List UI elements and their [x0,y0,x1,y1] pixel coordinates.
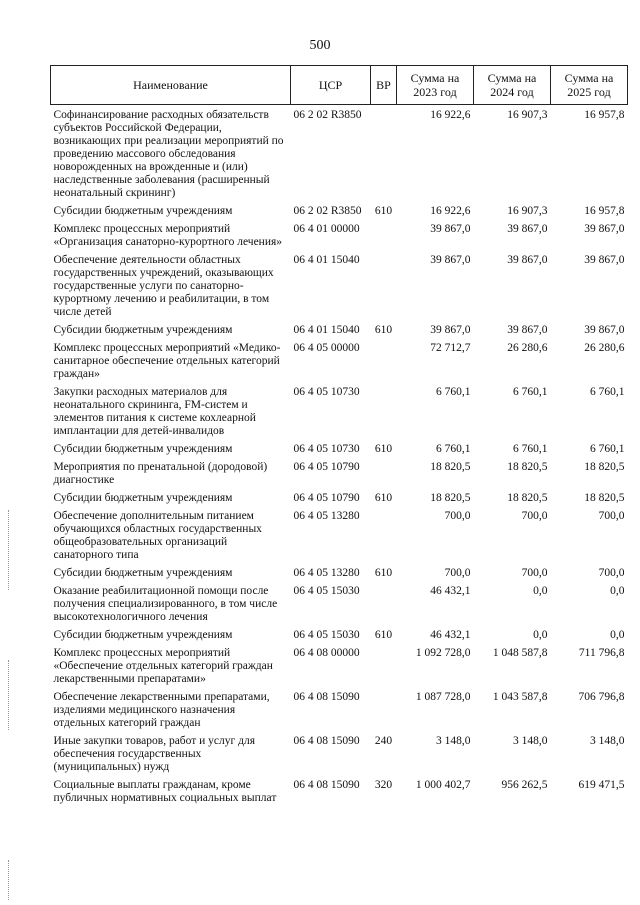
table-row [51,509,628,566]
row-vr: 610 [374,205,393,217]
margin-mark [8,660,10,730]
row-sum-2023: 72 712,7 [430,342,471,354]
row-sum-2025: 0,0 [610,629,625,641]
table-row [51,204,628,222]
row-csr: 06 4 05 15030 [293,629,360,641]
row-sum-2024: 956 262,5 [501,779,548,791]
table-row [51,253,628,323]
row-sum-2025: 700,0 [598,510,625,522]
row-sum-2025: 6 760,1 [590,386,625,398]
row-csr: 06 4 05 15030 [293,585,360,597]
row-sum-2023: 16 922,6 [430,205,471,217]
row-sum-2024: 18 820,5 [507,461,548,473]
table-row [51,385,628,442]
row-csr: 06 4 05 00000 [293,342,360,354]
row-sum-2024: 18 820,5 [507,492,548,504]
row-vr [371,690,397,734]
row-sum-2023: 700,0 [444,567,471,579]
row-csr: 06 4 08 15090 [293,691,360,703]
table-row [51,690,628,734]
row-sum-2023: 18 820,5 [430,461,471,473]
row-sum-2025: 18 820,5 [584,461,625,473]
row-sum-2024: 16 907,3 [507,109,548,121]
row-csr: 06 4 05 10730 [293,386,360,398]
row-sum-2023: 39 867,0 [430,223,471,235]
row-sum-2023: 46 432,1 [430,629,471,641]
row-sum-2024: 39 867,0 [507,223,548,235]
margin-mark [8,860,10,900]
row-vr [371,646,397,690]
budget-table [50,65,628,809]
row-csr: 06 4 08 15090 [293,779,360,791]
row-name: Субсидии бюджетным учреждениям [53,492,233,504]
row-name: Софинансирование расходных обязательств субъектов Российской Федерации, возникающих при реализации мероприятий по проведению массового обследования новорожденных на врожденные и (или) наследственные заболевания (расширенный неонатальный скрининг) [53,109,284,199]
row-name: Субсидии бюджетным учреждениям [53,629,233,641]
row-sum-2024: 0,0 [533,629,548,641]
row-name: Субсидии бюджетным учреждениям [53,567,233,579]
row-vr: 320 [374,779,393,791]
table-row [51,222,628,253]
row-sum-2023: 6 760,1 [436,386,471,398]
table-row [51,734,628,778]
row-csr: 06 4 05 13280 [293,510,360,522]
row-csr: 06 4 01 00000 [293,223,360,235]
row-sum-2025: 619 471,5 [578,779,625,791]
header-name: Наименование [51,66,291,105]
row-sum-2024: 700,0 [521,510,548,522]
row-sum-2025: 711 796,8 [578,647,625,659]
row-name: Субсидии бюджетным учреждениям [53,443,233,455]
table-row [51,323,628,341]
table-header [51,66,628,105]
row-sum-2024: 700,0 [521,567,548,579]
row-name: Комплекс процессных мероприятий «Медико-санитарное обеспечение отдельных категорий граждан» [53,342,281,380]
row-sum-2023: 1 000 402,7 [415,779,471,791]
row-vr [371,253,397,323]
row-name: Обеспечение лекарственными препаратами, изделиями медицинского назначения отдельных категорий граждан [53,691,270,729]
row-sum-2025: 39 867,0 [584,324,625,336]
row-name: Обеспечение деятельности областных государственных учреждений, оказывающих государственные услуги по санаторно-курортному лечению и реабилитации, в том числе детей [53,254,274,318]
row-vr [371,509,397,566]
row-csr: 06 4 01 15040 [293,324,360,336]
page-number: 500 [309,38,331,53]
row-vr [371,105,397,205]
row-sum-2024: 0,0 [533,585,548,597]
row-sum-2024: 39 867,0 [507,254,548,266]
row-sum-2025: 16 957,8 [584,109,625,121]
row-name: Комплекс процессных мероприятий «Организация санаторно-курортного лечения» [53,223,283,248]
row-vr [371,341,397,385]
row-sum-2025: 16 957,8 [584,205,625,217]
row-name: Субсидии бюджетным учреждениям [53,324,233,336]
row-csr: 06 4 01 15040 [293,254,360,266]
row-vr [371,460,397,491]
row-csr: 06 4 05 10790 [293,492,360,504]
row-sum-2024: 3 148,0 [513,735,548,747]
row-csr: 06 2 02 R3850 [293,109,362,121]
row-sum-2025: 706 796,8 [578,691,625,703]
row-name: Социальные выплаты гражданам, кроме публичных нормативных социальных выплат [53,779,277,804]
row-vr [371,584,397,628]
row-csr: 06 2 02 R3850 [293,205,362,217]
row-vr: 610 [374,443,393,455]
row-sum-2025: 39 867,0 [584,223,625,235]
row-name: Субсидии бюджетным учреждениям [53,205,233,217]
row-vr [371,222,397,253]
row-sum-2023: 16 922,6 [430,109,471,121]
table-row [51,460,628,491]
margin-mark [8,510,10,590]
row-sum-2025: 0,0 [610,585,625,597]
row-sum-2025: 3 148,0 [590,735,625,747]
table-row [51,584,628,628]
table-row [51,442,628,460]
row-sum-2025: 18 820,5 [584,492,625,504]
row-sum-2023: 700,0 [444,510,471,522]
header-vr: ВР [371,66,397,105]
row-name: Оказание реабилитационной помощи после получения специализированного, в том числе высокотехнологичного лечения [53,585,278,623]
row-vr: 610 [374,629,393,641]
row-sum-2024: 6 760,1 [513,386,548,398]
row-sum-2023: 46 432,1 [430,585,471,597]
row-sum-2024: 1 043 587,8 [492,691,548,703]
header-csr: ЦСР [291,66,371,105]
row-sum-2024: 1 048 587,8 [492,647,548,659]
header-sum-2024: Сумма на 2024 год [474,66,551,105]
row-csr: 06 4 08 00000 [293,647,360,659]
row-sum-2023: 39 867,0 [430,254,471,266]
table-row [51,628,628,646]
row-sum-2024: 6 760,1 [513,443,548,455]
row-sum-2023: 6 760,1 [436,443,471,455]
row-sum-2023: 18 820,5 [430,492,471,504]
row-name: Комплекс процессных мероприятий «Обеспечение отдельных категорий граждан лекарственными препаратами» [53,647,273,685]
row-vr [371,385,397,442]
row-name: Закупки расходных материалов для неонатального скрининга, FM-систем и элементов питания к системе кохлеарной имплантации для детей-инвалидов [53,386,256,437]
table-row [51,105,628,205]
table-body [51,105,628,810]
row-vr: 610 [374,324,393,336]
row-sum-2023: 1 087 728,0 [415,691,471,703]
row-sum-2023: 1 092 728,0 [415,647,471,659]
table-row [51,341,628,385]
row-csr: 06 4 05 13280 [293,567,360,579]
row-name: Обеспечение дополнительным питанием обучающихся областных государственных общеобразовательных организаций санаторного типа [53,510,262,561]
row-name: Мероприятия по пренатальной (дородовой) диагностике [53,461,268,486]
row-sum-2023: 39 867,0 [430,324,471,336]
row-vr: 610 [374,567,393,579]
header-sum-2023: Сумма на 2023 год [397,66,474,105]
row-csr: 06 4 05 10790 [293,461,360,473]
header-sum-2025: Сумма на 2025 год [551,66,628,105]
row-sum-2024: 39 867,0 [507,324,548,336]
row-name: Иные закупки товаров, работ и услуг для обеспечения государственных (муниципальных) нужд [53,735,255,773]
row-csr: 06 4 05 10730 [293,443,360,455]
row-sum-2025: 6 760,1 [590,443,625,455]
row-sum-2025: 700,0 [598,567,625,579]
row-sum-2025: 39 867,0 [584,254,625,266]
row-sum-2023: 3 148,0 [436,735,471,747]
row-sum-2024: 26 280,6 [507,342,548,354]
table-row [51,646,628,690]
table-row [51,491,628,509]
table-row [51,778,628,809]
row-csr: 06 4 08 15090 [293,735,360,747]
row-sum-2025: 26 280,6 [584,342,625,354]
row-sum-2024: 16 907,3 [507,205,548,217]
table-row [51,566,628,584]
row-vr: 240 [374,735,393,747]
row-vr: 610 [374,492,393,504]
